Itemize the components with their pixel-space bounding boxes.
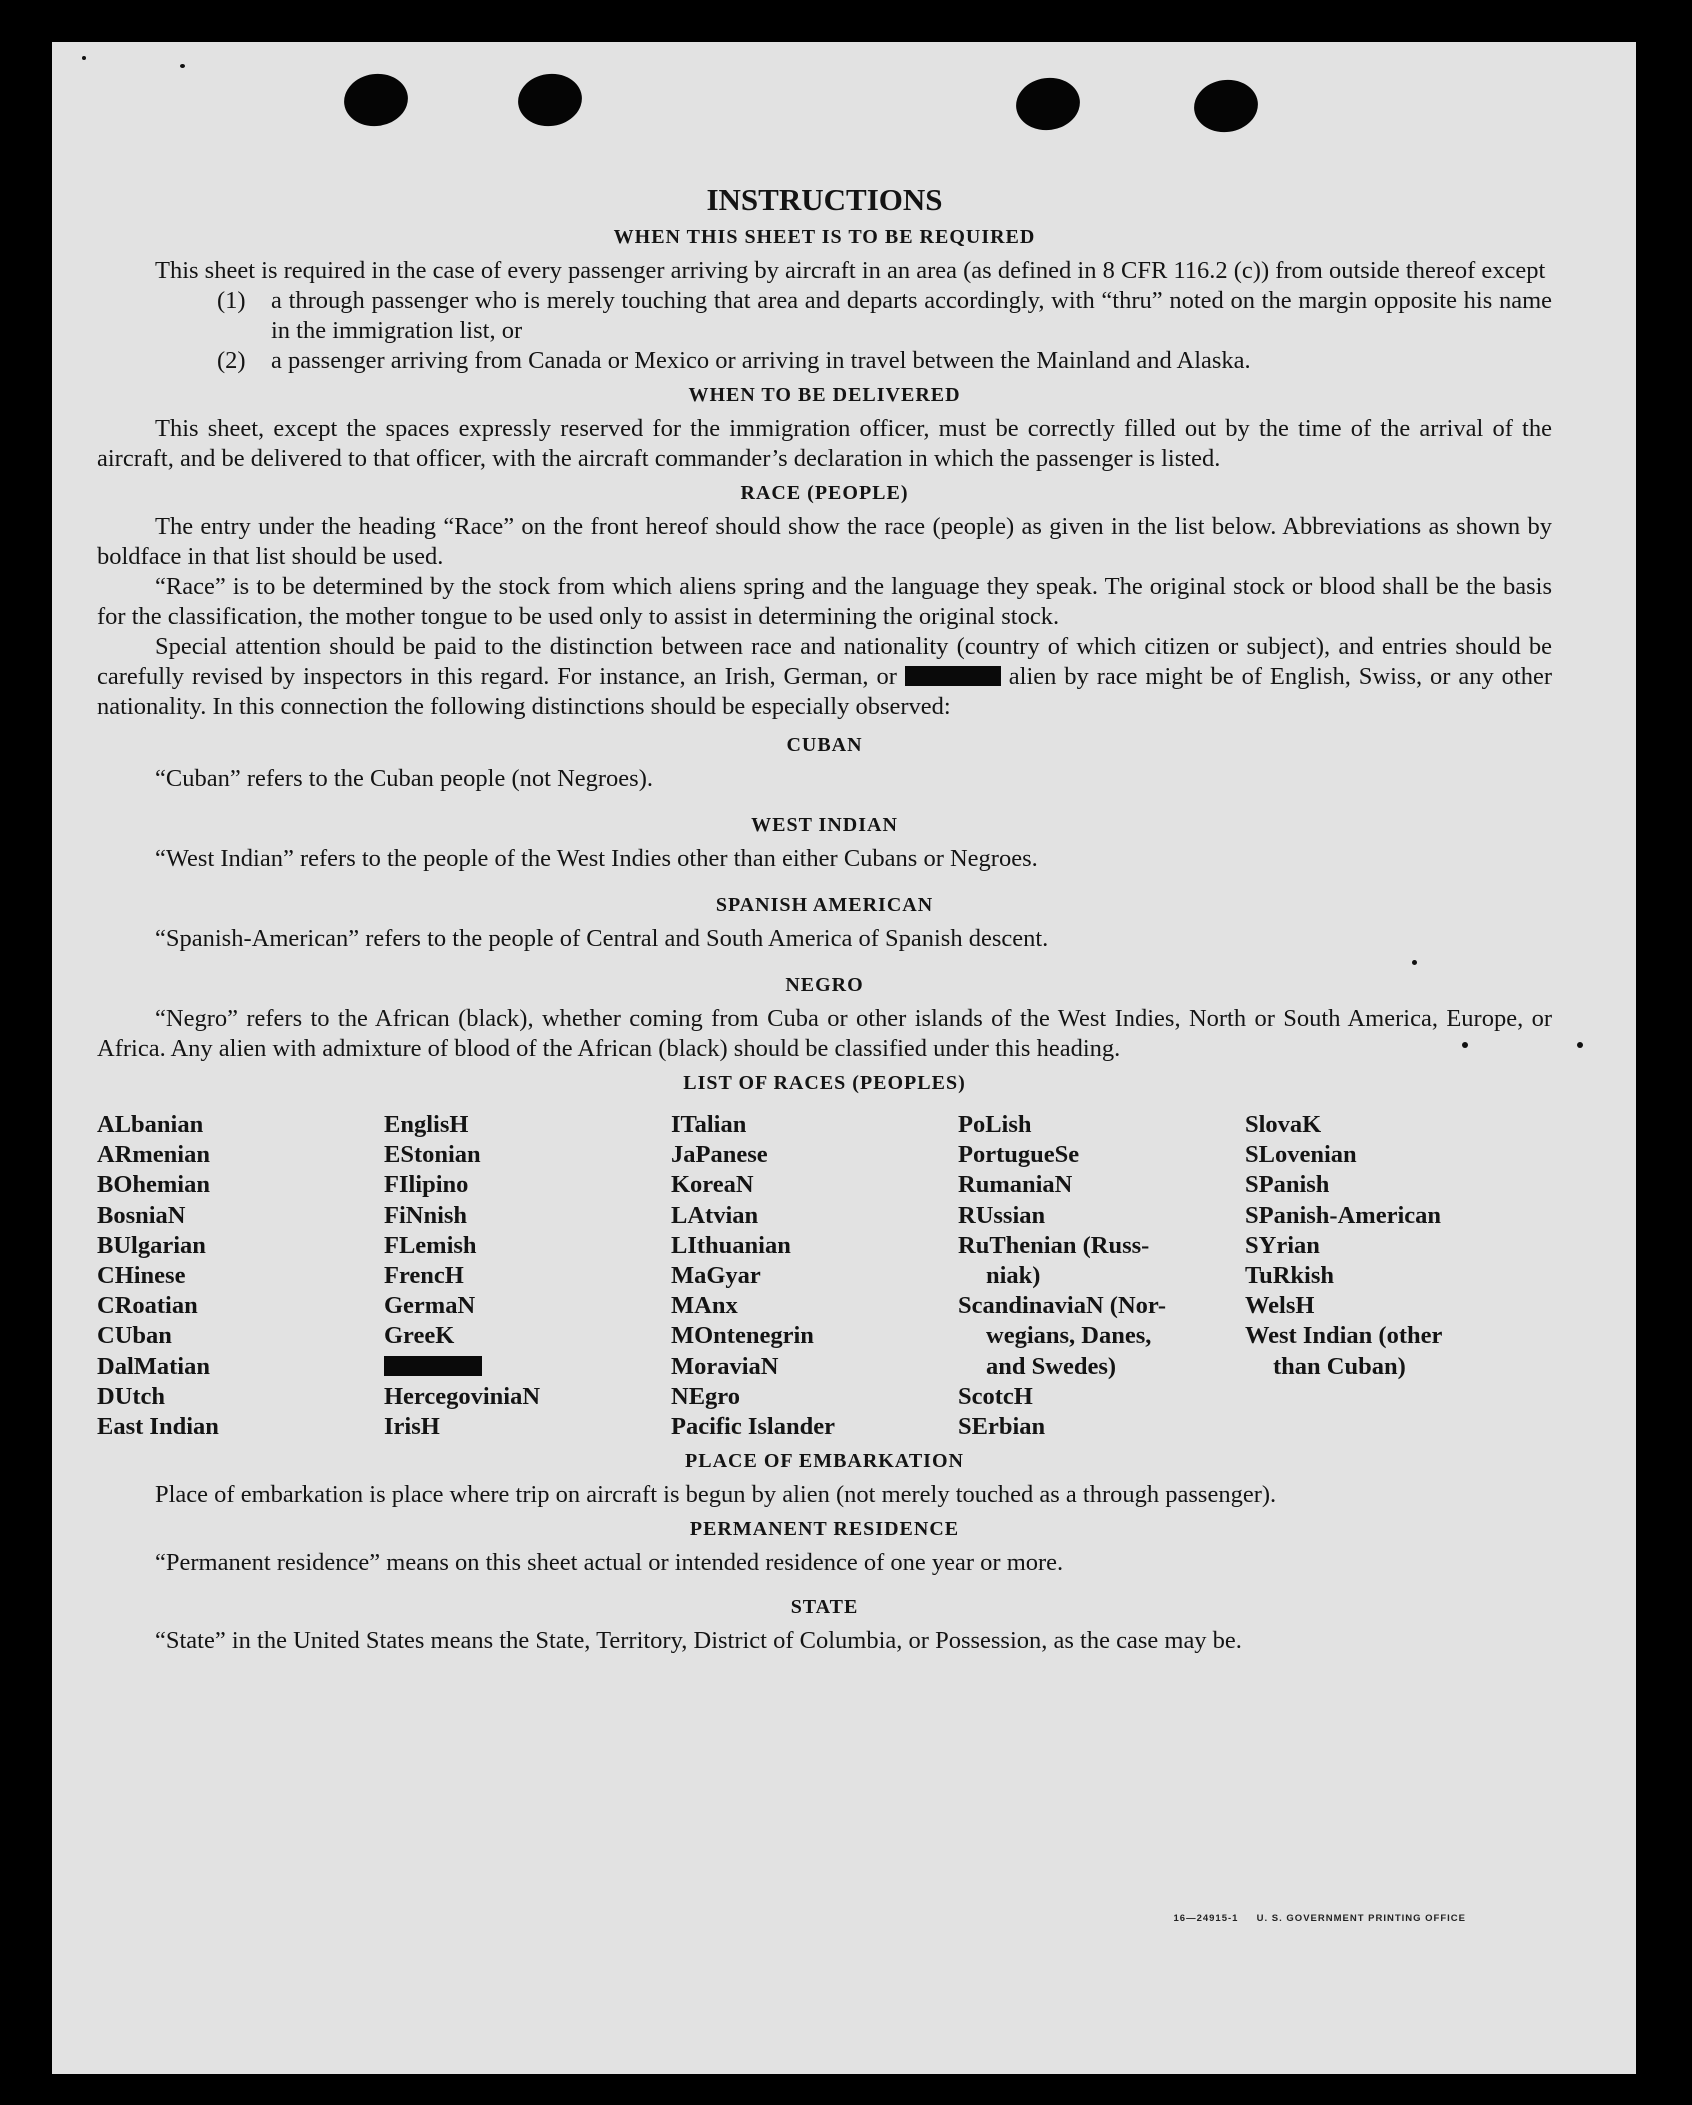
race-entry-continued: wegians, Danes, — [986, 1322, 1152, 1350]
race-entry-redacted — [384, 1352, 671, 1382]
race-entry: RUssian — [958, 1201, 1046, 1229]
page-title: INSTRUCTIONS — [706, 182, 943, 217]
race-entry: EnglisH — [384, 1111, 469, 1138]
race-entry: MaGyar — [671, 1262, 761, 1290]
race-column-5 — [1245, 1110, 1532, 1442]
race-paragraph-2: “Race” is to be determined by the stock from which aliens spring and the language they speak. The original stock or blood shall be the basis for the classification, the mother tongue to be used only to assist in determining the original stock. — [97, 573, 1552, 630]
race-entry: MoraviaN — [671, 1352, 779, 1380]
redaction-mark — [905, 666, 1001, 686]
heading-when-required: WHEN THIS SHEET IS TO BE REQUIRED — [613, 226, 1036, 248]
race-entry-continued: and Swedes) — [986, 1352, 1117, 1380]
exception-item — [217, 286, 1552, 346]
race-column-2 — [384, 1110, 671, 1442]
race-entry: SPanish-American — [1245, 1201, 1441, 1229]
exception-number: (1) — [217, 287, 246, 314]
heading-cuban: CUBAN — [786, 734, 863, 756]
race-entry-continued: niak) — [986, 1262, 1041, 1290]
redaction-mark — [384, 1356, 482, 1376]
race-entry: KoreaN — [671, 1171, 754, 1199]
race-entry: GreeK — [384, 1322, 455, 1350]
race-entry: GermaN — [384, 1292, 476, 1320]
punch-hole — [1013, 74, 1084, 134]
race-paragraph-3-start: Special attention should be paid to the distinction between race and nationality (country of which citizen or subject), and entries should be carefully revised by inspectors in this regard. For instance, an Irish, German, or — [97, 633, 1552, 690]
race-entry: SPanish — [1245, 1171, 1330, 1199]
race-entry: DUtch — [97, 1382, 166, 1410]
race-entry: LIthuanian — [671, 1231, 791, 1259]
race-entry: East Indian — [97, 1413, 219, 1441]
race-entry: MOntenegrin — [671, 1322, 814, 1350]
race-entry: FiNnish — [384, 1201, 468, 1229]
exception-text: a through passenger who is merely touching that area and departs accordingly, with “thru” noted on the margin opposite his name in the immigration list, or — [271, 287, 1552, 344]
race-paragraph-3 — [97, 632, 1552, 722]
exception-text: a passenger arriving from Canada or Mexico or arriving in travel between the Mainland and Alaska. — [271, 347, 1251, 374]
heading-list-of-races: LIST OF RACES (PEOPLES) — [683, 1072, 966, 1094]
spanish-american-text: “Spanish-American” refers to the people of Central and South America of Spanish descent. — [155, 925, 1049, 952]
heading-state: STATE — [790, 1596, 859, 1619]
race-paragraph-3-end: alien by race might be of English, Swiss, or any other nationality. In this connection the following distinctions should be especially observed: — [97, 663, 1553, 720]
race-entry: RuThenian (Russ- — [958, 1231, 1150, 1259]
race-entry: FrencH — [384, 1262, 464, 1290]
heading-west-indian: WEST INDIAN — [751, 814, 898, 836]
race-entry: SlovaK — [1245, 1111, 1322, 1138]
race-entry: BUlgarian — [97, 1231, 206, 1259]
race-entry: HercegoviniaN — [384, 1382, 541, 1410]
race-entry: SLovenian — [1245, 1141, 1357, 1169]
punch-hole — [341, 70, 412, 130]
race-list — [97, 1110, 1552, 1442]
race-entry: RumaniaN — [958, 1171, 1073, 1199]
race-entry: BosniaN — [97, 1201, 186, 1229]
scan-speck — [1577, 1042, 1583, 1048]
race-entry-continued: than Cuban) — [1273, 1352, 1406, 1380]
race-entry: ARmenian — [97, 1141, 210, 1169]
race-entry: PoLish — [958, 1111, 1032, 1138]
exception-number: (2) — [217, 347, 246, 374]
race-column-3 — [671, 1110, 958, 1442]
residence-text: “Permanent residence” means on this sheet actual or intended residence of one year or more. — [155, 1549, 1064, 1577]
when-delivered-text: This sheet, except the spaces expressly reserved for the immigration officer, must be correctly filled out by the time of the arrival of the aircraft, and be delivered to that officer, with the aircraft commander’s declaration in which the passenger is listed. — [97, 415, 1552, 472]
heading-permanent-residence: PERMANENT RESIDENCE — [689, 1518, 960, 1541]
race-entry: WelsH — [1245, 1292, 1315, 1320]
embarkation-text: Place of embarkation is place where trip on aircraft is begun by alien (not merely touched as a through passenger). — [155, 1481, 1277, 1509]
race-entry: ITalian — [671, 1111, 747, 1138]
race-entry: ScandinaviaN (Nor- — [958, 1292, 1167, 1320]
scan-speck — [82, 56, 86, 60]
race-entry: TuRkish — [1245, 1262, 1335, 1290]
heading-negro: NEGRO — [785, 974, 864, 996]
race-entry: NEgro — [671, 1382, 740, 1410]
race-entry: SErbian — [958, 1413, 1046, 1441]
race-entry: DalMatian — [97, 1352, 210, 1380]
heading-spanish-american: SPANISH AMERICAN — [715, 894, 934, 916]
race-entry: BOhemian — [97, 1171, 210, 1199]
race-paragraph-1: The entry under the heading “Race” on the front hereof should show the race (people) as given in the list below. Abbreviations as shown by boldface in that list should be used. — [97, 513, 1552, 570]
document-sheet — [52, 42, 1636, 2074]
race-entry: IrisH — [384, 1413, 440, 1441]
race-entry: ALbanian — [97, 1111, 204, 1138]
race-entry: West Indian (other — [1245, 1322, 1443, 1350]
race-entry: FIlipino — [384, 1171, 469, 1199]
heading-place-of-embarkation: PLACE OF EMBARKATION — [685, 1450, 964, 1473]
race-entry: MAnx — [671, 1292, 738, 1320]
race-column-1 — [97, 1110, 384, 1442]
race-entry: LAtvian — [671, 1201, 759, 1229]
race-entry: CRoatian — [97, 1292, 198, 1320]
race-column-4 — [958, 1110, 1245, 1442]
race-entry: FLemish — [384, 1231, 477, 1259]
west-indian-text: “West Indian” refers to the people of the West Indies other than either Cubans or Negroes. — [155, 845, 1038, 872]
race-entry: EStonian — [384, 1141, 481, 1169]
punch-hole — [1191, 76, 1262, 136]
cuban-text: “Cuban” refers to the Cuban people (not Negroes). — [155, 765, 653, 792]
race-entry: JaPanese — [671, 1141, 768, 1169]
heading-race: RACE (PEOPLE) — [740, 482, 909, 504]
punch-hole — [515, 70, 586, 130]
race-entry: PortugueSe — [958, 1141, 1080, 1169]
exception-item — [217, 346, 1552, 376]
race-entry: SYrian — [1245, 1231, 1320, 1259]
race-entry: CHinese — [97, 1262, 186, 1290]
when-required-text: This sheet is required in the case of every passenger arriving by aircraft in an area (as defined in 8 CFR 116.2 (c)) from outside thereof except — [155, 257, 1546, 284]
state-text: “State” in the United States means the State, Territory, District of Columbia, or Possession, as the case may be. — [155, 1627, 1242, 1655]
instructions-content — [97, 182, 1552, 1656]
race-entry: CUban — [97, 1322, 172, 1350]
scan-speck — [180, 64, 185, 68]
form-number: 16—24915-1 — [1173, 1913, 1239, 1924]
print-code — [1174, 1913, 1466, 1924]
printer-imprint: U. S. GOVERNMENT PRINTING OFFICE — [1256, 1913, 1466, 1924]
negro-text: “Negro” refers to the African (black), whether coming from Cuba or other islands of the West Indies, North or South America, Europe, or Africa. Any alien with admixture of blood of the African (black) should be classified under this heading. — [97, 1005, 1552, 1062]
race-entry: Pacific Islander — [671, 1413, 835, 1441]
heading-when-delivered: WHEN TO BE DELIVERED — [688, 384, 961, 406]
race-entry: ScotcH — [958, 1382, 1033, 1410]
